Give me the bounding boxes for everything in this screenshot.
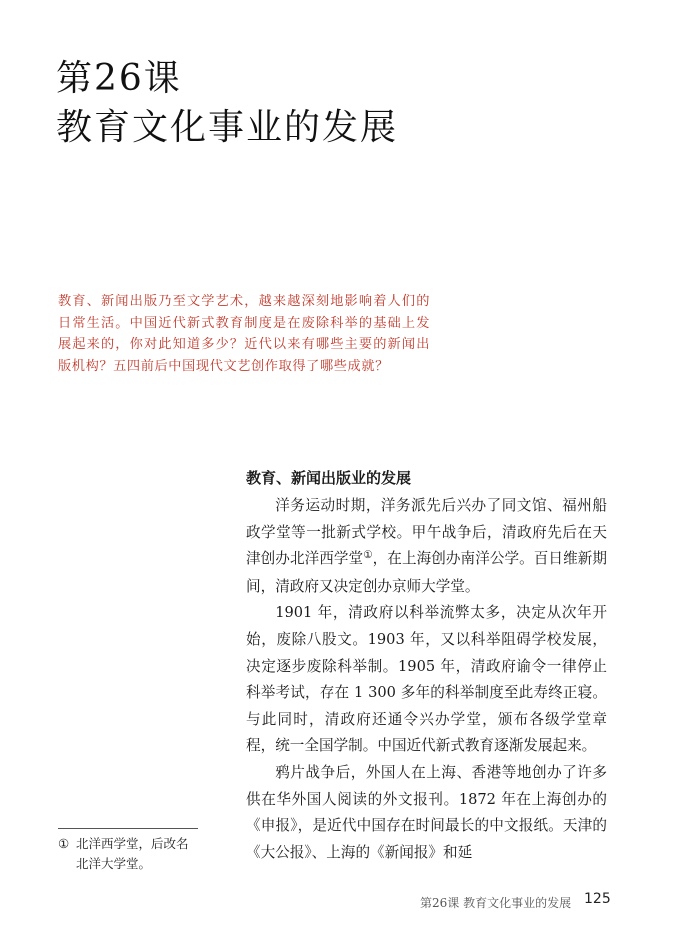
- footnote: [58, 834, 208, 874]
- intro-paragraph: 教育、新闻出版乃至文学艺术，越来越深刻地影响着人们的日常生活。中国近代新式教育制度是在废除科举的基础上发展起来的，你对此知道多少？近代以来有哪些主要的新闻出版机构？五四前后中国现代文艺创作取得了哪些成就？: [58, 294, 430, 374]
- section-heading: 教育、新闻出版业的发展: [246, 469, 412, 487]
- lesson-title: 教育文化事业的发展: [56, 107, 399, 148]
- footnote-mark: ①: [58, 836, 70, 851]
- paragraph-1-text-a: 洋务运动时期，洋务派先后兴办了同文馆、福州船政学堂等一批新式学校。甲午战争后，清政府先后在天津创办北洋西学堂: [246, 497, 607, 568]
- footnote-rule: [58, 828, 198, 829]
- footnote-reference: ①: [363, 549, 373, 562]
- paragraph-2: 1901 年，清政府以科举流弊太多，决定从次年开始，废除八股文。1903 年，又以科举阻碍学校发展，决定逐步废除科举制。1905 年，清政府谕令一律停止科举考试，存在 1 300 多年的科举制度至此寿终正寝。与此同时，清政府还通令兴办学堂，颁布各级学堂章程，统一全国学制。中国近代新式教育逐渐发展起来。: [246, 604, 607, 755]
- lesson-number: 第26课: [56, 58, 182, 99]
- footnote-line-2: 北洋大学堂。: [76, 856, 152, 871]
- paragraph-1-text-b: ，在上海创办南洋公学。百日维新期间，清政府又决定创办京师大学堂。: [246, 550, 607, 595]
- page-number: 125: [584, 891, 611, 907]
- footnote-line-1: 北洋西学堂，后改名: [76, 836, 189, 851]
- paragraph-1: [246, 493, 607, 600]
- paragraph-3: 鸦片战争后，外国人在上海、香港等地创办了许多供在华外国人阅读的外文报刊。1872 年在上海创办的《申报》，是近代中国存在时间最长的中文报纸。天津的《大公报》、上海的《新闻报》和延: [246, 763, 607, 861]
- running-head: 第26课 教育文化事业的发展: [420, 896, 572, 910]
- body-text: [246, 493, 607, 866]
